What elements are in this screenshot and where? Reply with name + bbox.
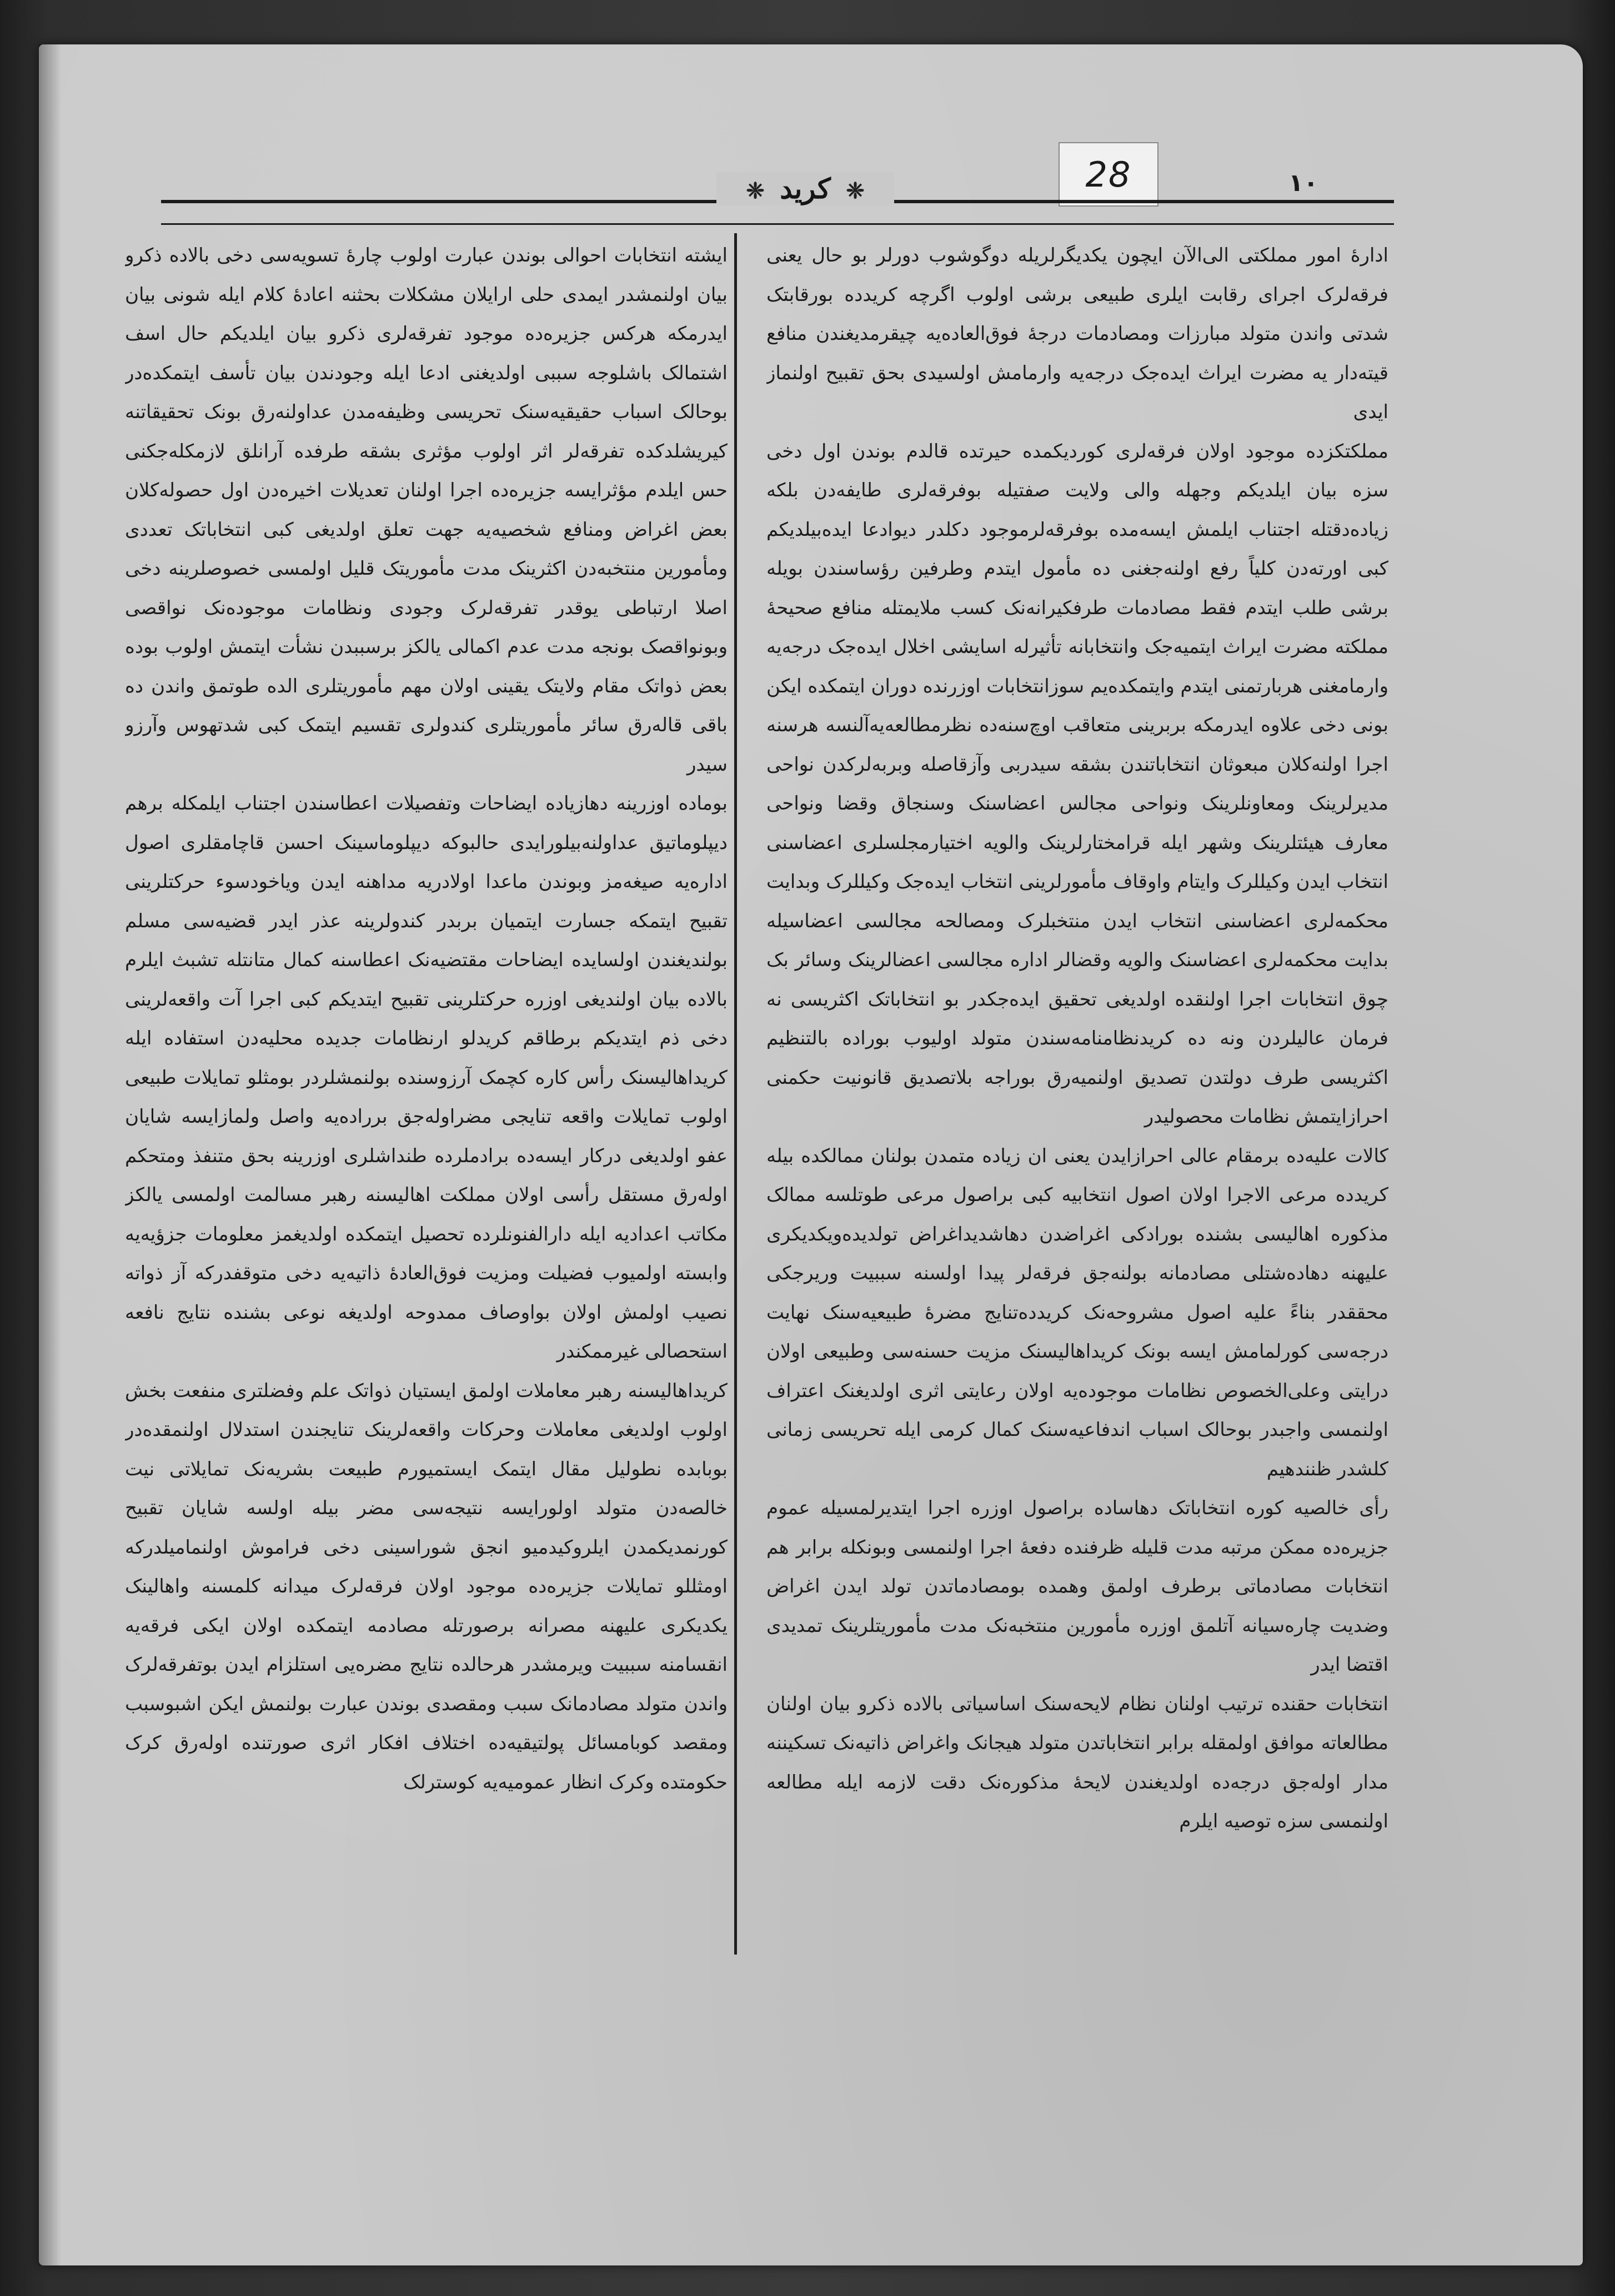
- newspaper-title-text: کرید: [780, 172, 831, 205]
- column-right-paragraph: کالات علیه‌ده برمقام عالی احرازایدن یعنی ان زیاده متمدن بولنان ممالکده بیله کریدده مرعی الاجرا اولان اصول انتخابیه کبی براصول مرعی طوتلسه ممالک مذکوره اهالیسی بشنده بورادکی اغراضدن دهاشدیداغراض تولدیده‌ویکدیکری علیهنه دهاده‌شتلی مصادمانه بولنه‌جق فرقه‌لر پیدا اولسنه سببیت وریرجکی محققدر بناءً علیه اصول مشروحه‌نک کریدده‌تنایج مضرهٔ طبیعیه‌سنک نهایت درجه‌سی کورلمامش ایسه بونک کریداهالیسنک مزیت حسنه‌سی وطبیعی اولان درایتی وعلی‌الخصوص نظامات موجوده‌یه اولان رعایتی اثری اولدیغنک اعتراف اولنمسی واجبدر بوحالک اسباب اندفاعیه‌سنک کمال کرمی ایله تحریسی زمانی کلشدر ظنندهیم: [766, 1144, 1388, 1480]
- archive-number: 28: [1085, 154, 1132, 195]
- column-divider: [734, 233, 737, 1955]
- newspaper-title: [716, 172, 894, 205]
- masthead-rule-thin: [161, 223, 1394, 225]
- ornament-left-icon: ❈: [846, 178, 865, 204]
- column-left-paragraph: کریداهالیسنه رهبر معاملات اولمق ایستیان ذواتک علم وفضلتری منفعت بخش اولوب اولدیغی معاملات وحرکات واقعه‌لرینک تنایجندن استدلال اولنمقده‌در بوبابده‌ نطولیل مقال ایتمک ایستمیورم طبیعت بشریه‌نک تمایلاتی نیت خالصه‌دن متولد اولورایسه نتیجه‌سی مضر بیله اولسه شایان تقبیح کورنمدیکمدن ایلروکیدمیو انجق شوراسینی دخی فراموش اولنمامیلدرکه اومثللو تمایلات جزیره‌ده موجود اولان فرقه‌لرک میدانه کلمسنه واهالینک یکدیکری علیهنه مصرانه برصورتله مصادمه ایتمکده اولان ایکی فرقه‌یه انقسامنه سببیت ویرمشدر هرحالده نتایج مضره‌یی استلزام ایدن بوتفرقه‌لرک واندن متولد مصادمانک سبب ومقصدی بوندن عبارت بولنمش ایکن اشبوسبب ومقصد کوبامسائل پولتیقیه‌ده اختلاف افکار اثری صورتنده اوله‌رق کرک حکومتده وکرک انظار عمومیه‌یه کوسترلک: [125, 1379, 728, 1793]
- ornament-right-icon: ❈: [746, 178, 765, 204]
- column-left: [125, 236, 728, 1913]
- column-right-paragraph: اداره‌ٔ امور مملکتی الی‌الآن ایچون یکدیگرلریله دوگوشوب دورلر بو حال یعنی فرقه‌لرک اجرای رقابت ایلری طبیعی برشی اولوب اگرچه کریدده بورقابتک شدتی واندن متولد مبارزات ومصادمات درجه‌ٔ فوق‌العاده‌یه چیقرمدیغندن منافع قیته‌دار یه مضرت ایراث ایده‌جک درجه‌یه وارمامش اولسیدی بحق تقبیح اولنماز ایدی: [766, 244, 1388, 423]
- masthead: [161, 167, 1394, 228]
- column-left-paragraph: ایشته انتخابات احوالی بوندن عبارت اولوب چاره‌ٔ تسویه‌سی دخی بالاده ذکرو بیان اولنمشدر ایمدی حلی ارایلان مشکلات بحثنه اعادهٔ کلام ایله شونی بیان ایدرمکه هرکس جزیره‌ده موجود تفرقه‌لری ذکرو بیان ایلدیکم حال اسف اشتمالک باشلوجه سببی اولدیغنی ادعا ایله وجودندن بیان تأسف ایتمکده‌در بوحالک اسباب حقیقیه‌سنک تحریسی وظیفه‌مدن عداولنه‌رق بونک تحقیقاتنه کیریشلدکده تفرقه‌لر اثر اولوب مؤثری بشقه طرفده آرانلق لازمکله‌جکنی حس ایلدم مؤثرایسه جزیره‌ده اجرا اولنان تعدیلات اخیره‌دن اول حصوله‌کلان بعض اغراض ومنافع شخصیه‌یه جهت تعلق اولدیغی کبی انتخاباتک تعددی ومأمورین منتخبه‌دن اکثرینک مدت مأموریتک قلیل اولمسی خصوصلرینه دخی اصلا ارتباطی یوقدر تفرقه‌لرک وجودی ونظامات موجوده‌نک نواقصی وبونواقصک بونجه مدت عدم اکمالی یالکز برسببدن نشأت ایتمش اولوب بوده بعض ذواتک مقام ولایتک یقینی اولان مهم مأموریتلری الده طوتمق واندن ده باقی قاله‌رق سائر مأموریتلری کندولری تقسیم ایتمک کبی شدتهوس وآرزو سیدر: [125, 244, 728, 776]
- column-right-paragraph: مملکتکزده موجود اولان فرقه‌لری کوردیکمده حیرتده قالدم بوندن اول دخی سزه بیان ایلدیکم وجهله والی ولایت صفتیله بوفرقه‌لری طایفه‌دن بلکه زیاده‌دقتله اجتناب ایلمش ایسه‌مده بوفرقه‌لرموجود دکلدر دیوادعا ایده‌بیلدیکم کبی اورته‌دن کلیاً رفع اولنه‌جغنی ده مأمول ایتدم وطرفین رؤساسندن بویله برشی طلب ایتدم فقط مصادمات طرفکیرانه‌نک کسب ملایمتله منافع صحیحهٔ مملکته مضرت ایراث ایتمیه‌جک وانتخابانه تأثیرله اسایشی اخلال ایده‌جک درجه‌یه وارمامغنی هربارتمنی ایتدم وایتمکده‌یم سوزانتخابات اوزرنده دوران ایتمکده ایکن بونی دخی علاوه ایدرمکه بربرینی متعاقب اوچ‌سنه‌ده نظرمطالعه‌یه‌آلنسه هرسنه اجرا اولنه‌کلان مبعوثان انتخاباتندن بشقه‌ سیدربی وآزقاصله وبربه‌لرکدن نواحی مدیرلرینک ومعاونلرینک ونواحی مجالس اعضاسنک وسنجاق وقضا ونواحی معارف هیئتلرینک وشهر ایله قرامختارلرینک والویه اختیارمجلسلری اعضاسنی انتخاب ایدن وکیللرک وایتام واوقاف مأمورلرینی انتخاب ایده‌جک وکیللرک وبدایت محکمه‌لری اعضاسنی انتخاب ایدن منتخبلرک ومصالحه مجالسی اعضاسیله بدایت محکمه‌لری اعضاسنک والویه وقضالر اداره مجالسی اعضالرینک وسائر بک چوق انتخابات اجرا اولنقده اولدیغی تحقیق ایده‌جکدر بو انتخاباتک اکثریسی نه فرمان عالیلردن ونه ده کریدنظامنامه‌سندن متولد اولیوب بوراده بالتنظیم اکثریسی طرف دولتدن تصدیق اولنمیه‌رق بوراجه بلاتصدیق قانونیت حکمنی احرازایتمش نظامات محصولیدر: [766, 440, 1388, 1128]
- binding-shadow: [39, 44, 61, 2265]
- page-number: ١٠: [1288, 169, 1318, 197]
- column-right-paragraph: رأی خالصیه کوره انتخاباتک دهاساده براصول اوزره اجرا ایتدیرلمسیله عموم جزیره‌ده ممکن مرتبه مدت قلیله ظرفنده دفعهٔ اجرا اولنمسی وبونکله برابر هم انتخابات مصادماتی برطرف اولمق وهمده بومصادماتدن تولد ایدن اغراض وضدیت چاره‌سیانه آتلمق اوزره مأمورین منتخبه‌نک مدت مأموریتلرینک تمدیدی اقتضا ایدر: [766, 1497, 1388, 1676]
- column-right-paragraph: انتخابات حقنده ترتیب اولنان نظام لایحه‌سنک اساسیاتی بالاده ذکرو بیان اولنان مطالعاته موافق اولمقله برابر انتخاباتدن متولد هیجانک واغراض ذاتیه‌نک تسکیننه مدار اوله‌جق درجه‌ده اولدیغندن لایحهٔ مذکوره‌نک دقت لازمه ایله مطالعه اولنمسی سزه توصیه ایلرم: [766, 1692, 1388, 1832]
- column-right: [766, 236, 1388, 1857]
- column-left-paragraph: بوماده اوزرینه دهازیاده ایضاحات وتفصیلات اعطاسندن اجتناب ایلمکله برهم دیپلوماتیق عداولنه‌بیلورایدی حالبوکه دیپلوماسینک احسن قاچامقلری اصول اداره‌یه صیغه‌مز وبوندن ماعدا اولادریه مداهنه ایدن ویاخودسوء حرکتلرینی تقبیح ایتمکه جسارت ایتمیان بربدر کندولرینه عذر ایدر قضیه‌سی مسلم بولندیغندن اولسایده ایضاحات مقتضیه‌نک اعطاسنه کمال متانتله تشبث ایلرم بالاده بیان اولندیغی اوزره حرکتلرینی تقبیح ایتدیکم کبی اجرا آت واقعه‌لرینی دخی ذم ایتدیکم برطاقم کریدلو ارنظامات جدیده محلیه‌دن استفاده ایله کریداهالیسنک رأس کاره کچمک آرزوسنده بولنمشلردر بومثلو تمایلات طبیعی اولوب تمایلات واقعه تنایجی مضراوله‌جق برراده‌یه واصل ولمازایسه شایان عفو اولدیغی درکار ایسه‌ده برادملرده طنداشلری اوزرینه بحق متنفذ ومتحکم اوله‌رق مستقل رأسی اولان مملکت اهالیسنه رهبر مسالمت اولمسی یالکز مکاتب اعدادیه ایله دارالفنونلرده تحصیل ایتمکده اولدیغمز معلومات جزؤیه‌یه وابسته اولمیوب فضیلت ومزیت فوق‌العاده‌ٔ ذاتیه‌یه دخی متوقفدرکه آز ذواته نصیب اولمش اولان بواوصاف ممدوحه اولدیغه نوعی بشنده نتایج نافعه استحصالی غیرممکندر: [125, 792, 728, 1363]
